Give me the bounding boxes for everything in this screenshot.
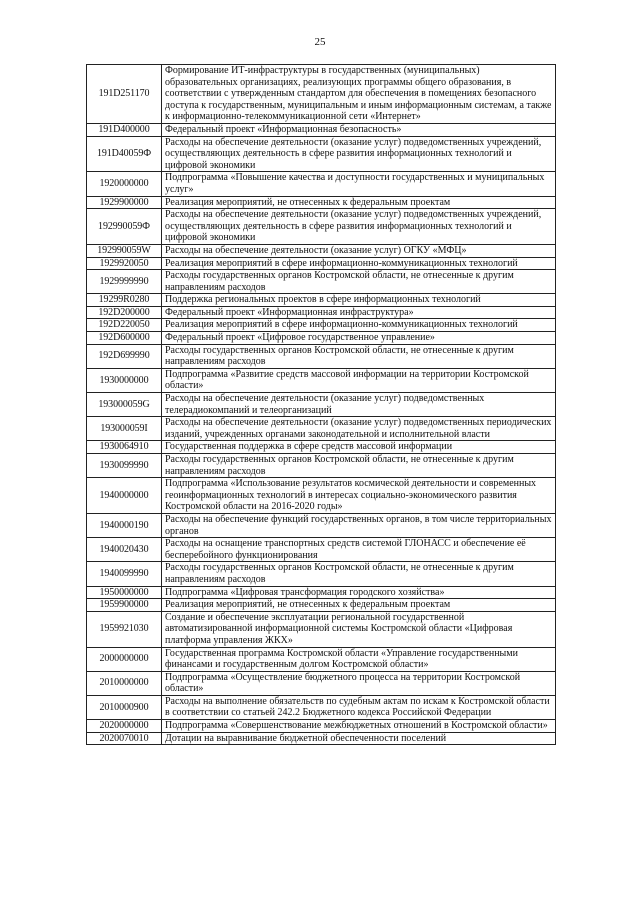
target-article-code: 192990059Ф	[87, 209, 162, 245]
target-article-code: 192990059W	[87, 244, 162, 257]
article-name: Расходы государственных органов Костромской области, не отнесенные к другим направлениям расходов	[162, 454, 556, 478]
article-name: Реализация мероприятий, не отнесенных к федеральным проектам	[162, 196, 556, 209]
target-article-code: 1940020430	[87, 538, 162, 562]
target-article-code: 191D251170	[87, 65, 162, 124]
table-row	[87, 441, 556, 454]
article-name: Расходы государственных органов Костромской области, не отнесенные к другим направлениям расходов	[162, 562, 556, 586]
table-row	[87, 562, 556, 586]
article-name: Подпрограмма «Развитие средств массовой информации на территории Костромской области»	[162, 368, 556, 392]
table-row	[87, 123, 556, 136]
article-name: Расходы на обеспечение деятельности (оказание услуг) подведомственных телерадиокомпаний и телеорганизаций	[162, 393, 556, 417]
target-article-code: 191D400000	[87, 123, 162, 136]
target-article-code: 191D40059Ф	[87, 136, 162, 172]
table-row	[87, 720, 556, 733]
target-article-code: 1920000000	[87, 172, 162, 196]
table-row	[87, 306, 556, 319]
target-article-code: 1940000190	[87, 513, 162, 537]
target-article-code: 2000000000	[87, 647, 162, 671]
article-name: Расходы на обеспечение функций государственных органов, в том числе территориальных органов	[162, 513, 556, 537]
table-row	[87, 611, 556, 647]
table-row	[87, 695, 556, 719]
article-name: Подпрограмма «Осуществление бюджетного процесса на территории Костромской области»	[162, 671, 556, 695]
article-name: Реализация мероприятий в сфере информационно-коммуникационных технологий	[162, 319, 556, 332]
article-name: Расходы на обеспечение деятельности (оказание услуг) ОГКУ «МФЦ»	[162, 244, 556, 257]
article-name: Поддержка региональных проектов в сфере информационных технологий	[162, 294, 556, 307]
article-name: Расходы на обеспечение деятельности (оказание услуг) подведомственных периодических изданий, учрежденных органами законодательной и исполнительной власти	[162, 417, 556, 441]
table-row	[87, 196, 556, 209]
table-row	[87, 65, 556, 124]
table-row	[87, 172, 556, 196]
budget-classification-table	[86, 64, 556, 745]
target-article-code: 2020070010	[87, 732, 162, 745]
article-name: Расходы на обеспечение деятельности (оказание услуг) подведомственных учреждений, осуществляющих деятельность в сфере развития информационных технологий и цифровой экономики	[162, 136, 556, 172]
article-name: Расходы государственных органов Костромской области, не отнесенные к другим направлениям расходов	[162, 270, 556, 294]
table-row	[87, 732, 556, 745]
target-article-code: 1930064910	[87, 441, 162, 454]
article-name: Федеральный проект «Информационная безопасность»	[162, 123, 556, 136]
table-row	[87, 368, 556, 392]
table-row	[87, 513, 556, 537]
target-article-code: 2010000000	[87, 671, 162, 695]
table-row	[87, 244, 556, 257]
table-row	[87, 454, 556, 478]
table-row	[87, 209, 556, 245]
article-name: Государственная программа Костромской области «Управление государственными финансами и государственным долгом Костромской области»	[162, 647, 556, 671]
table-row	[87, 671, 556, 695]
table-row	[87, 257, 556, 270]
target-article-code: 192D600000	[87, 332, 162, 345]
target-article-code: 192D699990	[87, 344, 162, 368]
target-article-code: 1940000000	[87, 478, 162, 514]
article-name: Подпрограмма «Повышение качества и доступности государственных и муниципальных услуг»	[162, 172, 556, 196]
article-name: Расходы на обеспечение деятельности (оказание услуг) подведомственных учреждений, осуществляющих деятельность в сфере развития информационных технологий и цифровой экономики	[162, 209, 556, 245]
article-name: Федеральный проект «Цифровое государственное управление»	[162, 332, 556, 345]
target-article-code: 1930000000	[87, 368, 162, 392]
target-article-code: 1929920050	[87, 257, 162, 270]
table-row	[87, 294, 556, 307]
target-article-code: 2010000900	[87, 695, 162, 719]
target-article-code: 19299R0280	[87, 294, 162, 307]
target-article-code: 192D200000	[87, 306, 162, 319]
target-article-code: 1929900000	[87, 196, 162, 209]
target-article-code: 1959900000	[87, 599, 162, 612]
table-row	[87, 586, 556, 599]
table-row	[87, 599, 556, 612]
target-article-code: 1940099990	[87, 562, 162, 586]
table-row	[87, 270, 556, 294]
article-name: Расходы на оснащение транспортных средств системой ГЛОНАСС и обеспечение её бесперебойного функционирования	[162, 538, 556, 562]
target-article-code: 193000059G	[87, 393, 162, 417]
table-row	[87, 344, 556, 368]
target-article-code: 1930099990	[87, 454, 162, 478]
table-row	[87, 478, 556, 514]
article-name: Реализация мероприятий, не отнесенных к федеральным проектам	[162, 599, 556, 612]
article-name: Подпрограмма «Цифровая трансформация городского хозяйства»	[162, 586, 556, 599]
article-name: Подпрограмма «Использование результатов космической деятельности и современных геоинформационных технологий в интересах социально-экономического развития Костромской области на 2016-2020 годы»	[162, 478, 556, 514]
target-article-code: 2020000000	[87, 720, 162, 733]
target-article-code: 1929999990	[87, 270, 162, 294]
table-row	[87, 332, 556, 345]
table-row	[87, 417, 556, 441]
table-row	[87, 538, 556, 562]
article-name: Расходы на выполнение обязательств по судебным актам по искам к Костромской области в соответствии со статьей 242.2 Бюджетного кодекса Российской Федерации	[162, 695, 556, 719]
article-name: Федеральный проект «Информационная инфраструктура»	[162, 306, 556, 319]
target-article-code: 1959921030	[87, 611, 162, 647]
target-article-code: 1950000000	[87, 586, 162, 599]
article-name: Государственная поддержка в сфере средств массовой информации	[162, 441, 556, 454]
page-number: 25	[314, 36, 326, 48]
target-article-code: 193000059I	[87, 417, 162, 441]
table-row	[87, 393, 556, 417]
target-article-code: 192D220050	[87, 319, 162, 332]
table-row	[87, 647, 556, 671]
article-name: Подпрограмма «Совершенствование межбюджетных отношений в Костромской области»	[162, 720, 556, 733]
table-row	[87, 136, 556, 172]
table-row	[87, 319, 556, 332]
article-name: Реализация мероприятий в сфере информационно-коммуникационных технологий	[162, 257, 556, 270]
article-name: Расходы государственных органов Костромской области, не отнесенные к другим направлениям расходов	[162, 344, 556, 368]
article-name: Формирование ИТ-инфраструктуры в государственных (муниципальных) образовательных организациях, реализующих программы общего образования, в соответствии с утвержденным стандартом для обеспечения в помещениях безопасного доступа к государственным, муниципальным и иным информационным системам, а также к информационно-телекоммуникационной сети «Интернет»	[162, 65, 556, 124]
article-name: Дотации на выравнивание бюджетной обеспеченности поселений	[162, 732, 556, 745]
article-name: Создание и обеспечение эксплуатации региональной государственной автоматизированной информационной системы Костромской области «Цифровая платформа управления ЖКХ»	[162, 611, 556, 647]
